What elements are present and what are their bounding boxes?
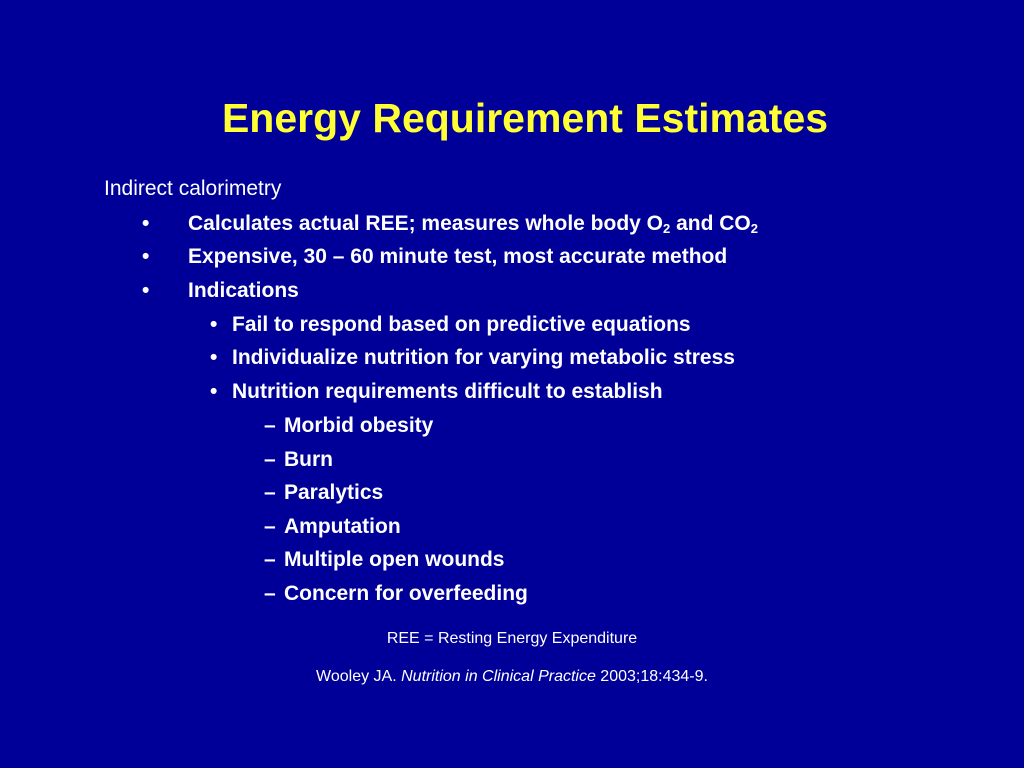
bullet-marker: • [210,346,218,369]
bullet-text [188,211,758,237]
bullet-text: Individualize nutrition for varying metabolic stress [232,346,735,369]
citation-journal: Nutrition in Clinical Practice [401,668,596,685]
bullet-marker: • [210,380,218,403]
bullet-marker: • [142,212,150,235]
dash-marker: – [264,582,276,605]
citation-author: Wooley JA. [316,668,402,685]
bullet-text-part: Calculates actual REE; measures whole body O [188,212,663,235]
citation-details: 2003;18:434-9. [595,668,708,685]
bullet-marker: • [142,279,150,302]
citation [0,667,1024,687]
dash-text: Multiple open wounds [284,548,505,571]
bullet-marker: • [210,313,218,336]
subscript-2: 2 [750,221,758,236]
bullet-marker: • [142,245,150,268]
dash-marker: – [264,414,276,437]
bullet-text: Nutrition requirements difficult to establish [232,380,663,403]
slide-title: Energy Requirement Estimates [221,95,829,141]
bullet-text: Indications [188,279,299,302]
subscript-2: 2 [663,221,671,236]
bullet-text: Expensive, 30 – 60 minute test, most accurate method [188,245,728,268]
dash-text: Concern for overfeeding [284,582,528,605]
dash-text: Amputation [284,515,401,538]
bullet-text-part: and CO [670,212,751,235]
dash-text: Burn [284,448,333,471]
dash-marker: – [264,515,276,538]
dash-marker: – [264,548,276,571]
intro-heading: Indirect calorimetry [104,177,282,200]
bullet-text: Fail to respond based on predictive equations [232,313,691,336]
dash-text: Morbid obesity [284,414,434,437]
abbreviation-footnote: REE = Resting Energy Expenditure [386,630,638,647]
dash-marker: – [264,448,276,471]
dash-marker: – [264,481,276,504]
dash-text: Paralytics [284,481,384,504]
